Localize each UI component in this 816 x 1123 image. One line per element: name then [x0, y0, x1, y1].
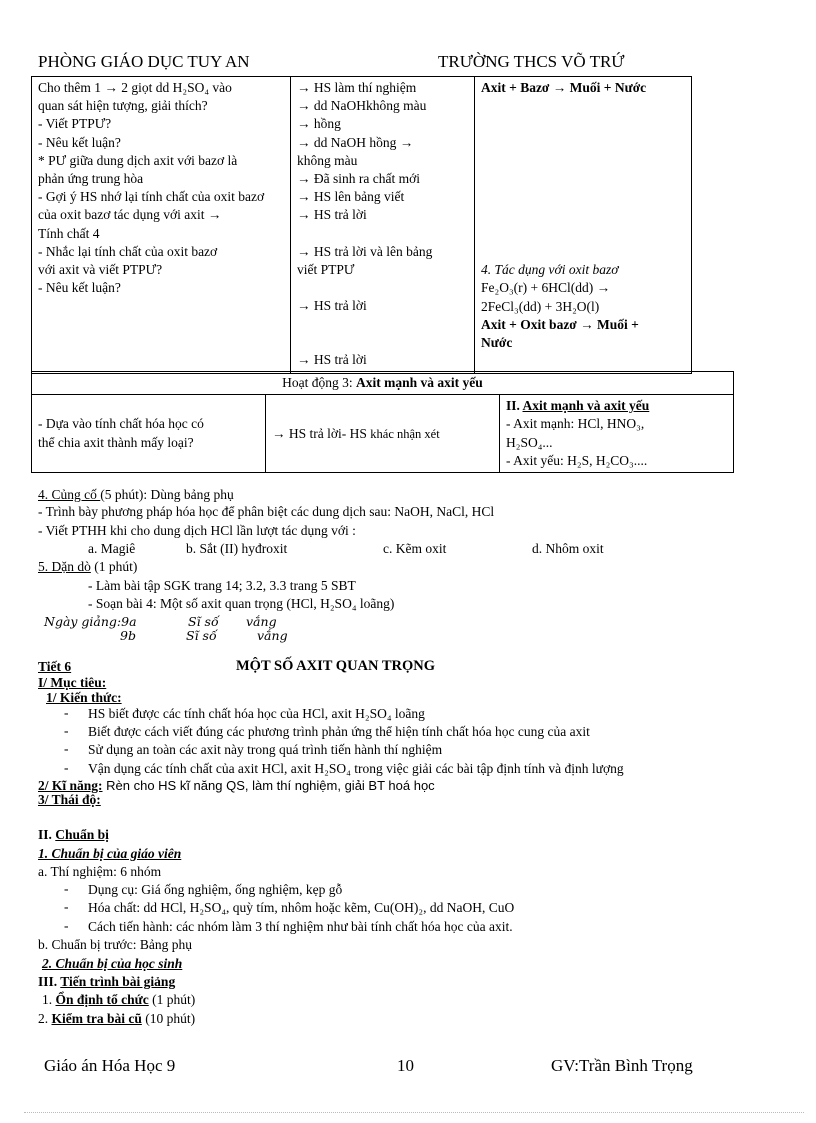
student-activity-cell	[291, 77, 475, 374]
schedule-date: Ngày giảng:9a	[44, 614, 137, 629]
step-title: Kiểm tra bài cũ	[51, 1011, 142, 1026]
step-1	[42, 991, 195, 1009]
homework-time: (1 phút)	[90, 559, 138, 574]
knowledge-heading: 1/ Kiến thức:	[46, 690, 122, 705]
option-d: d. Nhôm oxit	[532, 541, 604, 556]
student-answer: → HS trả lời- HS	[272, 425, 371, 441]
teacher-activity-cell	[32, 77, 291, 374]
header-school-name: TRƯỜNG THCS VÕ TRỨ	[438, 52, 625, 71]
bullet-dash: -	[64, 881, 69, 896]
homework-item: - Soạn bài 4: Một số axit quan trọng (HCl, H₂SO₄ loãng)	[88, 596, 395, 611]
consolidate-q2: - Viết PTHH khi cho dung dịch HCl lần lượt tác dụng với :	[38, 523, 356, 538]
teacher-line: - Nhắc lại tính chất của oxit bazơ	[38, 243, 218, 259]
equation-line: 2FeCl₃(dd) + 3H₂O(l)	[481, 298, 600, 314]
footer-course: Giáo án Hóa Học 9	[44, 1056, 176, 1075]
bullet-dash: -	[64, 723, 69, 738]
step-time: (10 phút)	[141, 1011, 196, 1026]
content-cell-2	[500, 395, 734, 473]
spacer	[297, 315, 468, 351]
objectives-heading: I/ Mục tiêu:	[38, 675, 107, 690]
option-c: c. Kẽm oxit	[383, 541, 447, 556]
section-title: Axit mạnh và axit yếu	[522, 398, 650, 414]
section-number: II.	[506, 398, 523, 414]
student-line: → dd NaOHkhông màu	[297, 98, 427, 114]
strong-acids-cont: H₂SO₄...	[506, 434, 553, 450]
knowledge-item: Sử dụng an toàn các axit này trong quá trình tiến hành thí nghiệm	[88, 742, 443, 757]
bullet-dash: -	[64, 918, 69, 933]
spacer	[481, 97, 685, 261]
weak-acids: - Axit yếu: H₂S, H₂CO₃....	[506, 452, 648, 468]
strong-acids: - Axit mạnh: HCl, HNO₃,	[506, 416, 645, 432]
knowledge-item: Vận dụng các tính chất của axit HCl, axit H₂SO₄ trong việc giải các bài tập định tính và định lượng	[88, 761, 624, 776]
experiment-item: Dụng cụ: Giá ống nghiệm, ống nghiệm, kẹp gỗ	[88, 882, 343, 897]
process-title: Tiến trình bài giảng	[60, 974, 176, 989]
knowledge-item: HS biết được các tính chất hóa học của HCl, axit H₂SO₄ loãng	[88, 706, 425, 721]
teacher-line: quan sát hiện tượng, giải thích?	[38, 98, 208, 114]
teacher-line: Cho thêm 1 → 2 giọt dd H₂SO₄ vào	[38, 80, 232, 95]
consolidate-heading	[38, 486, 234, 504]
section-title-oxide: 4. Tác dụng với oxit bazơ	[481, 262, 619, 278]
step-label: 2.	[38, 1011, 52, 1026]
header-school-dept: PHÒNG GIÁO DỤC TUY AN	[38, 52, 250, 71]
student-line: → HS trả lời	[297, 352, 367, 368]
footer-teacher: GV:Trần Bình Trọng	[551, 1056, 693, 1075]
bullet-dash: -	[64, 899, 69, 914]
consolidate-time: (5 phút): Dùng bảng phụ	[100, 487, 234, 502]
prep-student-heading: 2. Chuẩn bị của học sinh	[42, 956, 183, 971]
student-line: viết PTPƯ	[297, 261, 355, 277]
homework-item: - Làm bài tập SGK trang 14; 3.2, 3.3 trang 5 SBT	[88, 578, 356, 593]
student-answer-note: khác nhận xét	[370, 426, 440, 441]
student-line: → HS trả lời	[297, 207, 367, 223]
spacer	[297, 225, 468, 243]
experiment-item: Cách tiến hành: các nhóm làm 3 thí nghiệm như bài tính chất hóa học của axit.	[88, 919, 513, 934]
lesson-title: MỘT SỐ AXIT QUAN TRỌNG	[236, 658, 436, 674]
prep-number: II.	[38, 827, 56, 842]
step-time: (1 phút)	[148, 992, 196, 1007]
process-number: III.	[38, 974, 61, 989]
content-cell	[475, 77, 692, 374]
bullet-dash: -	[64, 741, 69, 756]
student-line: không màu	[297, 152, 358, 168]
lesson-number: Tiết 6	[38, 659, 72, 674]
teacher-line: - Gợi ý HS nhớ lại tính chất của oxit bazơ	[38, 189, 265, 205]
teacher-question: - Dựa vào tính chất hóa học có	[38, 416, 204, 432]
schedule-vang: vắng	[246, 614, 277, 629]
schedule-siso: Sĩ số	[186, 628, 217, 643]
student-line: → HS trả lời	[297, 298, 367, 314]
teacher-line: - Nêu kết luận?	[38, 280, 121, 296]
consolidate-q1: - Trình bày phương pháp hóa học để phân biệt các dung dịch sau: NaOH, NaCl, HCl	[38, 504, 495, 519]
teacher-line: với axit và viết PTPƯ?	[38, 262, 163, 278]
teacher-question-cell	[32, 395, 266, 473]
student-line: → HS làm thí nghiệm	[297, 80, 417, 95]
student-line: → Đã sinh ra chất mới	[297, 171, 420, 187]
activity-table-1	[31, 76, 692, 374]
schedule-siso: Sĩ số	[188, 614, 219, 629]
prep-title: Chuẩn bị	[55, 827, 109, 842]
skills-text: Rèn cho HS kĩ năng QS, làm thí nghiệm, giải BT hoá học	[102, 778, 435, 793]
student-line: → dd NaOH hồng →	[297, 134, 414, 150]
knowledge-item: Biết được cách viết đúng các phương trình phản ứng thể hiện tính chất hóa học cung của axit	[88, 724, 590, 739]
page-bottom-border	[24, 1112, 804, 1113]
teacher-line: - Viết PTPƯ?	[38, 116, 112, 132]
teacher-question: thể chia axit thành mấy loại?	[38, 434, 194, 450]
experiment-item: Hóa chất: dd HCl, H₂SO₄, quỳ tím, nhôm hoặc kẽm, Cu(OH)₂, dd NaOH, CuO	[88, 900, 515, 915]
homework-heading	[38, 558, 137, 576]
teacher-line: Tính chất 4	[38, 225, 100, 241]
activity-title: Axit mạnh và axit yếu	[356, 375, 483, 390]
consolidate-title: 4. Củng cố	[38, 487, 101, 502]
schedule-vang: vắng	[257, 628, 288, 643]
spacer	[297, 279, 468, 297]
attitude-heading: 3/ Thái độ:	[38, 792, 101, 807]
student-line: → HS trả lời và lên bảng	[297, 243, 433, 259]
prep-heading	[38, 826, 109, 844]
step-2	[38, 1010, 195, 1028]
option-b: b. Sắt (II) hyđroxit	[186, 541, 288, 556]
step-title: Ổn định tổ chức	[55, 992, 149, 1007]
process-heading	[38, 973, 175, 991]
homework-title: 5. Dặn dò	[38, 559, 91, 574]
bullet-dash: -	[64, 760, 69, 775]
student-line: → HS lên bảng viết	[297, 189, 405, 205]
before-line: b. Chuẩn bị trước: Bảng phụ	[38, 937, 192, 952]
rule-acid-base: Axit + Bazơ → Muối + Nước	[481, 80, 647, 95]
step-label: 1.	[42, 992, 56, 1007]
rule-acid-oxide-cont: Nước	[481, 335, 513, 351]
rule-acid-oxide: Axit + Oxit bazơ → Muối +	[481, 316, 639, 332]
equation-line: Fe₂O₃(r) + 6HCl(dd) →	[481, 280, 611, 296]
schedule-class-2: 9b	[120, 628, 136, 643]
activity-prefix: Hoạt động 3:	[282, 375, 357, 390]
student-answer-cell	[266, 395, 500, 473]
activity-header	[32, 372, 734, 395]
activity-table-2	[31, 371, 734, 473]
skills-label: 2/ Kĩ năng:	[38, 778, 103, 793]
prep-teacher-heading: 1. Chuẩn bị của giáo viên	[38, 846, 182, 861]
option-a: a. Magiê	[88, 541, 136, 556]
teacher-line: * PƯ giữa dung dịch axit với bazơ là	[38, 152, 238, 168]
experiment-line: a. Thí nghiệm: 6 nhóm	[38, 864, 162, 879]
student-line: → hồng	[297, 116, 341, 132]
teacher-line: của oxit bazơ tác dụng với axit →	[38, 207, 222, 223]
teacher-line: - Nêu kết luận?	[38, 134, 121, 150]
bullet-dash: -	[64, 705, 69, 720]
teacher-line: phản ứng trung hòa	[38, 171, 144, 187]
footer-page-number: 10	[397, 1056, 414, 1075]
